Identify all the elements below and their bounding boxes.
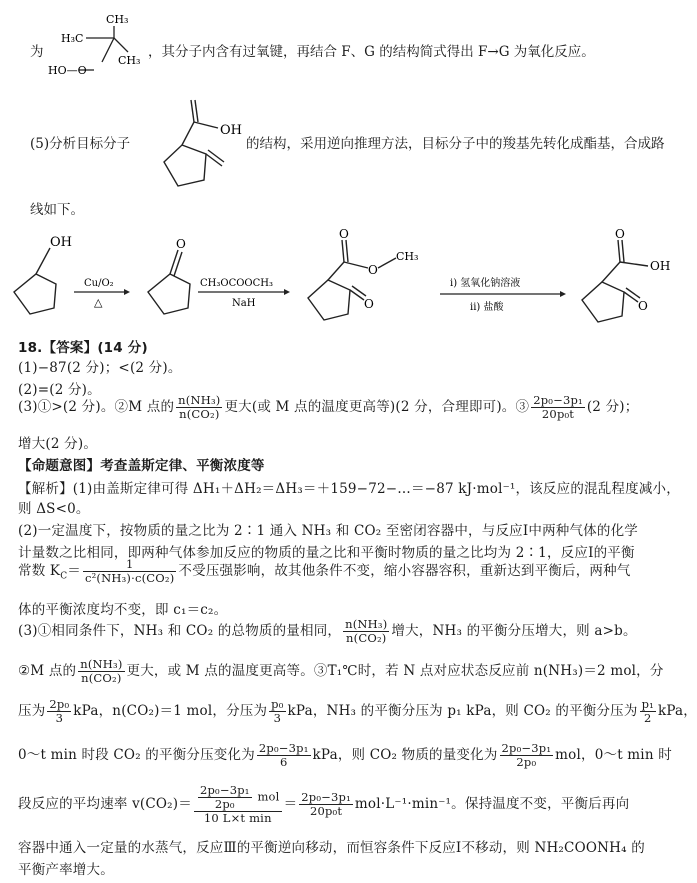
jiexi-10 xyxy=(18,742,672,769)
rate-result-den: 20p₀t xyxy=(309,804,343,818)
jiexi-1: 【解析】(1)由盖斯定律可得 ΔH₁＋ΔH₂＝ΔH₃＝＋159−72−…＝−87 kJ·mol⁻¹，该反应的混乱程度减小， xyxy=(18,481,680,497)
answer-3-post: (2 分)； xyxy=(586,399,639,415)
jiexi-9-c: kPa，NH₃ 的平衡分压为 p₁ kPa，则 CO₂ 的平衡分压为 xyxy=(287,703,638,719)
ester-o-mid: O xyxy=(368,263,378,277)
jiexi-11-a: 段反应的平均速率 v(CO₂)＝ xyxy=(18,796,192,812)
answer-1: (1)−87(2 分)；<(2 分)。 xyxy=(18,360,182,376)
answer-3-ratio xyxy=(176,394,222,421)
answer-3-rate-den: 20p₀t xyxy=(541,407,575,421)
h3c-label: H₃C xyxy=(61,32,84,45)
jiexi-9-d: kPa， xyxy=(657,703,697,719)
reagent2-top: CH₃OCOOCH₃ xyxy=(200,278,274,289)
rate-big-fraction xyxy=(194,784,282,825)
q18-header: 18.【答案】(14 分) xyxy=(18,340,148,356)
answer-3-rate-num: 2p₀−3p₁ xyxy=(533,393,583,407)
reagent1-top: Cu/O₂ xyxy=(84,278,114,289)
answer-3-ratio-den: n(CO₂) xyxy=(179,407,220,421)
jiexi-10-f1-num: 2p₀−3p₁ xyxy=(258,741,309,755)
kc-fraction xyxy=(83,558,176,585)
jiexi-10-b: kPa，则 CO₂ 物质的量变化为 xyxy=(312,747,498,763)
jiexi-11-c: mol·L⁻¹·min⁻¹。保持温度不变，平衡后再向 xyxy=(354,796,630,812)
reagent3-top: i) 氢氧化钠溶液 xyxy=(450,278,521,289)
jiexi-9-f1-num: 2p₀ xyxy=(49,697,70,711)
synthesis-route xyxy=(0,222,692,332)
answer-3-ratio-num: n(NH₃) xyxy=(178,393,221,407)
jiexi-5-pre: 常数 $K_C=$ xyxy=(18,563,81,582)
rate-inner-num: 2p₀−3p₁ xyxy=(199,783,250,797)
jiexi-9-a: 压为 xyxy=(18,703,46,719)
jiexi-11 xyxy=(18,784,629,825)
jiexi-8-ratio xyxy=(78,658,124,685)
jiexi-10-c: mol，0～t min 时 xyxy=(555,747,672,763)
jiexi-10-f2-den: 2p₀ xyxy=(516,755,537,769)
jiexi-10-a: 0～t min 时段 CO₂ 的平衡分压变化为 xyxy=(18,747,255,763)
jiexi-10-f2-num: 2p₀−3p₁ xyxy=(501,741,552,755)
answer-3-mid: 更大(或 M 点的温度更高等)(2 分，合理即可)。③ xyxy=(224,399,530,415)
jiexi-7 xyxy=(18,618,637,645)
jiexi-4: 计量数之比相同，即两种气体参加反应的物质的量之比和平衡时物质的量之比均为 2∶1，反应Ⅰ的平衡 xyxy=(18,545,635,561)
jiexi-9-f2 xyxy=(269,698,285,725)
step5-text-c: 线如下。 xyxy=(30,202,84,218)
rate-big-den: 10 L×t min xyxy=(203,811,272,825)
jiexi-12: 容器中通入一定量的水蒸气，反应Ⅲ的平衡逆向移动，而恒容条件下反应Ⅰ不移动，则 NH₂COONH₄ 的 xyxy=(18,840,645,856)
target-oh-label: OH xyxy=(220,123,242,138)
rate-big-num xyxy=(194,784,282,812)
target-molecule xyxy=(134,92,254,192)
kc-num: 1 xyxy=(83,558,176,572)
jiexi-8-pre: ②M 点的 xyxy=(18,663,77,679)
peroxide-molecule xyxy=(44,10,154,82)
answer-3-pre: (3)①>(2 分)。②M 点的 xyxy=(18,399,175,415)
step5-text-b: 的结构，采用逆向推理方法，目标分子中的羧基先转化成酯基，合成路 xyxy=(246,136,665,152)
cyclopentanol-oh: OH xyxy=(50,235,72,250)
jiexi-9-b: kPa，n(CO₂)＝1 mol，分压为 xyxy=(73,703,268,719)
jiexi-8-post: 更大，或 M 点的温度更高等。③T₁℃时，若 N 点对应状态反应前 n(NH₃)＝2 mol，分 xyxy=(126,663,664,679)
product-o-ring: O xyxy=(638,299,648,313)
jiexi-10-f1 xyxy=(257,742,311,769)
ester-o-ring: O xyxy=(364,297,374,311)
jiexi-9-f1-den: 3 xyxy=(55,711,64,725)
jiexi-9-f2-num: p₀ xyxy=(271,697,284,711)
jiexi-7-pre: (3)①相同条件下，NH₃ 和 CO₂ 的总物质的量相同， xyxy=(18,623,342,639)
answer-2: (2)=(2 分)。 xyxy=(18,382,101,398)
product-oh: OH xyxy=(650,259,671,273)
ester-o-top: O xyxy=(339,227,349,241)
product-o-top: O xyxy=(615,227,625,241)
line1-text: ，其分子内含有过氧键，再结合 F、G 的结构简式得出 F→G 为氧化反应。 xyxy=(148,44,595,60)
jiexi-7-ratio-den: n(CO₂) xyxy=(346,631,387,645)
jiexi-2: 则 ΔS<0。 xyxy=(18,501,90,517)
hoo-label: HO—O xyxy=(48,64,87,77)
jiexi-7-ratio xyxy=(343,618,389,645)
jiexi-8-ratio-den: n(CO₂) xyxy=(81,671,122,685)
rate-result-fraction xyxy=(299,791,353,818)
ch3-right-label: CH₃ xyxy=(118,54,141,67)
jiexi-13: 平衡产率增大。 xyxy=(18,862,114,878)
cyclopentanone-o: O xyxy=(176,237,186,251)
step5-text-a: (5)分析目标分子 xyxy=(30,136,131,152)
jiexi-7-post: 增大，NH₃ 的平衡分压增大，则 a>b。 xyxy=(391,623,637,639)
jiexi-6: 体的平衡浓度均不变，即 c₁＝c₂。 xyxy=(18,602,228,618)
answer-3 xyxy=(18,394,638,421)
jiexi-8 xyxy=(18,658,664,685)
answer-3-line2: 增大(2 分)。 xyxy=(18,436,98,452)
jiexi-10-f2 xyxy=(500,742,554,769)
jiexi-9 xyxy=(18,698,697,725)
reagent3-bottom: ii) 盐酸 xyxy=(470,302,504,313)
jiexi-8-ratio-num: n(NH₃) xyxy=(80,657,123,671)
jiexi-9-f3 xyxy=(640,698,656,725)
ch3-top-label: CH₃ xyxy=(106,13,129,26)
rate-inner-unit: mol xyxy=(257,789,280,804)
jiexi-11-eq: ＝ xyxy=(283,796,298,812)
jiexi-9-f1 xyxy=(47,698,71,725)
intent: 【命题意图】考查盖斯定律、平衡浓度等 xyxy=(18,458,265,474)
reagent2-bottom: NaH xyxy=(232,298,256,309)
jiexi-7-ratio-num: n(NH₃) xyxy=(345,617,388,631)
jiexi-9-f2-den: 3 xyxy=(273,711,282,725)
ester-ch3: CH₃ xyxy=(396,250,419,263)
jiexi-5-post: 不受压强影响，故其他条件不变，缩小容器容积，重新达到平衡后，两种气 xyxy=(178,563,631,579)
kc-den: c²(NH₃)·c(CO₂) xyxy=(84,571,175,585)
reagent1-bottom: △ xyxy=(94,296,103,309)
jiexi-9-f3-den: 2 xyxy=(644,711,652,725)
rate-inner-fraction xyxy=(198,784,252,811)
line1-prefix: 为 xyxy=(30,44,44,60)
jiexi-10-f1-den: 6 xyxy=(279,755,288,769)
jiexi-3: (2)一定温度下，按物质的量之比为 2∶1 通入 NH₃ 和 CO₂ 至密闭容器中，与反应Ⅰ中两种气体的化学 xyxy=(18,523,638,539)
jiexi-5 xyxy=(18,558,631,585)
rate-result-num: 2p₀−3p₁ xyxy=(301,790,351,804)
answer-3-rate xyxy=(531,394,585,421)
rate-inner-den: 2p₀ xyxy=(214,797,235,811)
jiexi-9-f3-num: p₁ xyxy=(641,697,654,711)
